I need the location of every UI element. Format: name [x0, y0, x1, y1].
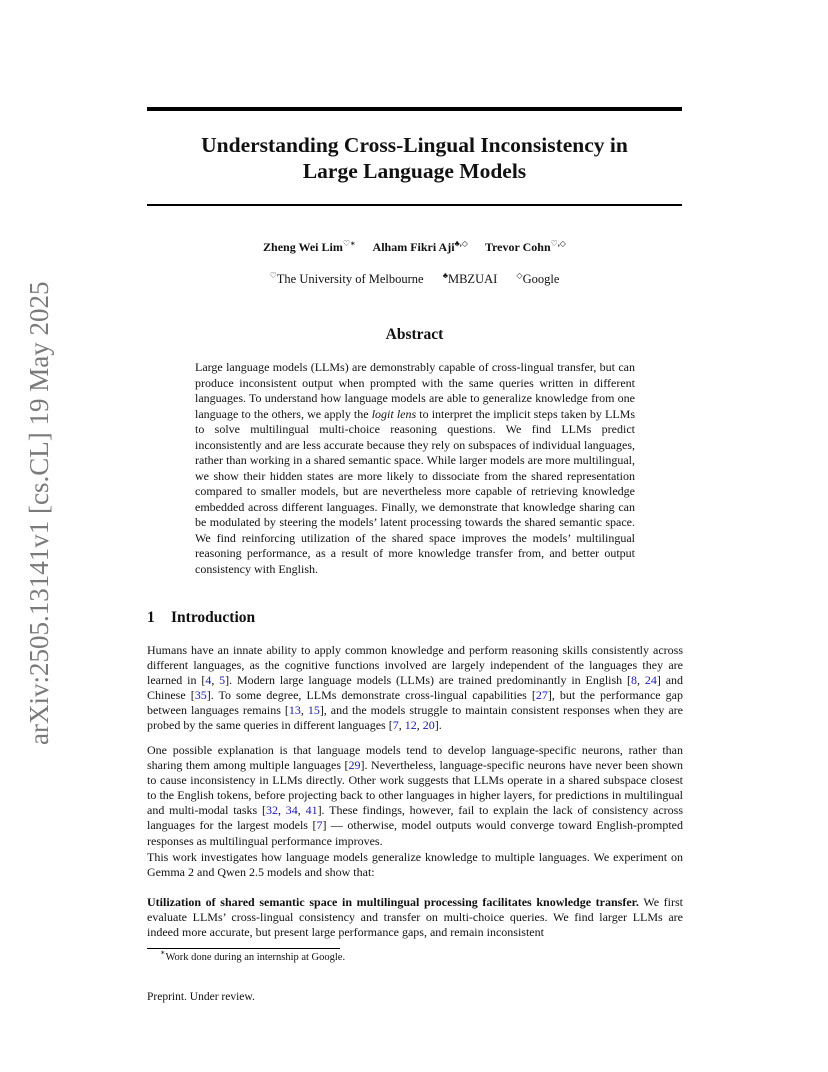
title-top-rule	[147, 107, 682, 111]
citation-link[interactable]: 35	[194, 688, 207, 703]
contribution-heading: Utilization of shared semantic space in multilingual processing facilitates knowledge transfer.	[147, 895, 639, 909]
intro-paragraph-3: This work investigates how language models generalize knowledge to multiple languages. We experiment on Gemma 2 and Qwen 2.5 models and show that:	[147, 850, 683, 880]
arxiv-stamp: arXiv:2505.13141v1 [cs.CL] 19 May 2025	[24, 281, 54, 745]
abstract-heading: Abstract	[385, 326, 444, 343]
affiliation-list	[147, 272, 682, 287]
intro-paragraph-1: Humans have an innate ability to apply common knowledge and perform reasoning skills consistently across different languages, as the cognitive functions involved are largely independent of the languages they are learned in [4, 5]. Modern large language models (LLMs) are trained predominantly in English [8, 24] and Chinese [35]. To some degree, LLMs demonstrate cross-lingual capabilities [27], but the performance gap between languages remains [13, 15], and the models struggle to maintain consistent responses when they are probed by the same queries in different languages [7, 12, 20].	[147, 643, 684, 733]
affiliation-2: ♣MBZUAI	[442, 271, 498, 286]
citation-link[interactable]: 7	[316, 818, 323, 833]
title-bottom-rule	[147, 204, 682, 206]
citation-link[interactable]: 7	[392, 718, 399, 733]
author-2: Alham Fikri Aji♣,◇	[372, 239, 468, 254]
affiliation-3: ◇Google	[516, 271, 560, 286]
citation-link[interactable]: 13	[288, 703, 301, 718]
author-3: Trevor Cohn♡,◇	[484, 239, 566, 254]
footnote-rule	[147, 948, 340, 949]
citation-link[interactable]: 8	[631, 673, 638, 688]
citation-link[interactable]: 24	[644, 673, 657, 688]
footer-preprint-note: Preprint. Under review.	[147, 991, 255, 1003]
affiliation-1: ♡The University of Melbourne	[269, 271, 424, 286]
abstract-body: Large language models (LLMs) are demonstrably capable of cross-lingual transfer, but can produce inconsistent output when prompted with the same queries written in different languages. To understand how language models are able to generalize knowledge from one language to the others, we apply the logit lens to interpret the implicit steps taken by LLMs to solve multilingual multi-choice reasoning questions. We find LLMs predict inconsistently and are less accurate because they rely on subspaces of individual languages, rather than working in a shared semantic space. While larger models are more multilingual, we show their hidden states are more likely to dissociate from the shared representation compared to smaller models, but are nevertheless more capable of retrieving knowledge embedded across different languages. Finally, we demonstrate that knowledge sharing can be modulated by steering the models’ latent processing towards the shared semantic space. We find reinforcing utilization of the shared space improves the models’ multilingual reasoning performance, as a result of more knowledge transfer from, and better output consistency with English.	[195, 360, 635, 576]
citation-link[interactable]: 34	[285, 803, 298, 818]
citation-link[interactable]: 15	[307, 703, 320, 718]
paper-title: Understanding Cross-Lingual Inconsistency in Large Language Models	[201, 133, 628, 183]
author-1: Zheng Wei Lim♡∗	[263, 239, 356, 254]
citation-link[interactable]: 32	[266, 803, 278, 818]
citation-link[interactable]: 29	[348, 758, 361, 773]
author-list	[147, 240, 682, 255]
citation-link[interactable]: 41	[305, 803, 318, 818]
intro-paragraph-2: One possible explanation is that language models tend to develop language-specific neurons, rather than sharing them among multiple languages [29]. Nevertheless, language-specific neurons have never been shown to cause inconsistency in LLMs directly. Other work suggests that LLMs operate in a shared subspace closest to the English tokens, before projecting back to other languages in higher layers, for predictions in multilingual and multi-modal tasks [32, 34, 41]. These findings, however, fail to explain the lack of consistency across languages for the largest models [7] — otherwise, model outputs would converge toward English-prompted responses as multilingual performance improves.	[147, 743, 683, 848]
abstract-emphasis: logit lens	[371, 406, 417, 421]
citation-link[interactable]: 20	[422, 718, 435, 733]
section-heading-introduction: 1 Introduction	[147, 609, 256, 626]
citation-link[interactable]: 4	[205, 673, 212, 688]
citation-link[interactable]: 27	[535, 688, 548, 703]
citation-link[interactable]: 12	[404, 718, 417, 733]
footnote: ∗Work done during an internship at Google.	[160, 948, 346, 963]
intro-paragraph-4: Utilization of shared semantic space in multilingual processing facilitates knowledge transfer. We first evaluate LLMs’ cross-lingual consistency and transfer on multi-choice queries. We find larger LLMs are indeed more accurate, but present large performance gaps, and remain inconsistent	[147, 895, 684, 940]
citation-link[interactable]: 5	[219, 673, 226, 688]
